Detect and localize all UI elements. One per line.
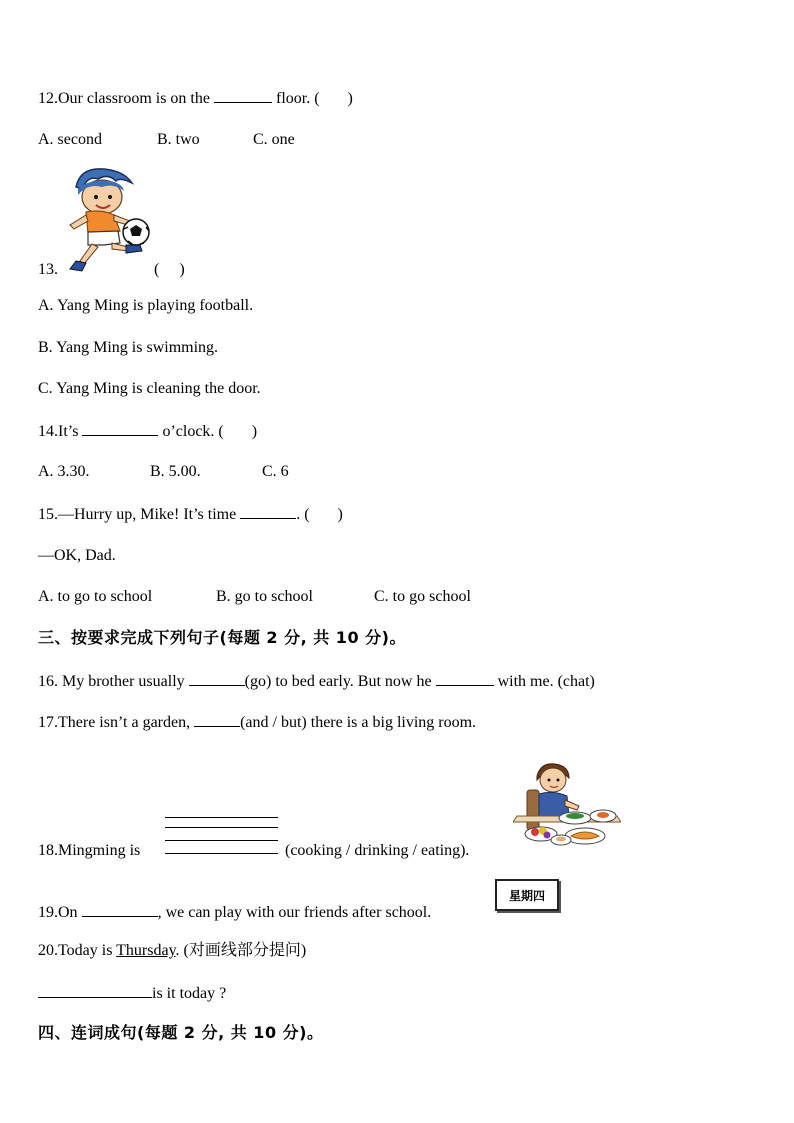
q14-option-b[interactable]: B. 5.00.	[150, 463, 201, 480]
q13-option-c[interactable]: C. Yang Ming is cleaning the door.	[38, 380, 261, 397]
q14-line	[38, 421, 257, 442]
q20-underlined-word: Thursday	[116, 942, 176, 959]
q15-text-c: )	[337, 506, 343, 523]
q18-blank-line-3[interactable]	[165, 840, 278, 841]
q12-line	[38, 88, 353, 109]
q12-option-b[interactable]: B. two	[157, 131, 200, 148]
q16-blank-2[interactable]	[436, 671, 494, 686]
q18-blank-line-4[interactable]	[165, 853, 278, 854]
boy-eating-meal-picture	[513, 760, 621, 850]
q12-option-a[interactable]: A. second	[38, 131, 102, 148]
q20-line1	[38, 941, 306, 961]
q20-line2	[38, 983, 226, 1004]
q12-blank[interactable]	[214, 88, 272, 103]
q15-option-b[interactable]: B. go to school	[216, 588, 313, 605]
q13-answer-slot[interactable]	[154, 260, 185, 280]
q19-text-b: , we can play with our friends after school.	[157, 904, 432, 921]
q15-line2: —OK, Dad.	[38, 547, 116, 564]
q14-text-b: o’clock. (	[162, 423, 224, 440]
q18-text-b: (cooking / drinking / eating).	[285, 842, 470, 859]
q20-text-b: . (对画线部分提问)	[175, 942, 307, 959]
q14-blank[interactable]	[82, 421, 158, 436]
q12-option-c[interactable]: C. one	[253, 131, 295, 148]
q15-blank[interactable]	[240, 504, 296, 519]
q18-blank-line-2[interactable]	[165, 827, 278, 828]
q15-option-a[interactable]: A. to go to school	[38, 588, 153, 605]
weekday-card: 星期四	[495, 879, 559, 911]
q18-blank-line-1[interactable]	[165, 817, 278, 818]
q16-blank-1[interactable]	[189, 671, 245, 686]
q13-paren-open: (	[154, 261, 160, 278]
q20-blank[interactable]	[38, 983, 152, 998]
q15-line1	[38, 504, 343, 525]
q18-text-a: 18.Mingming is	[38, 842, 141, 859]
q19-text-a: 19.On	[38, 904, 78, 921]
q17-text-b: (and / but) there is a big living room.	[240, 714, 477, 731]
q12-text: 12.Our classroom is on the	[38, 90, 210, 107]
q14-option-a[interactable]: A. 3.30.	[38, 463, 90, 480]
q16-text-a: 16. My brother usually	[38, 673, 185, 690]
q15-text: 15.—Hurry up, Mike! It’s time	[38, 506, 237, 523]
q19-line	[38, 902, 431, 923]
q15-option-c[interactable]: C. to go school	[374, 588, 471, 605]
q14-option-c[interactable]: C. 6	[262, 463, 289, 480]
q13-option-b[interactable]: B. Yang Ming is swimming.	[38, 339, 219, 356]
q13-option-a[interactable]: A. Yang Ming is playing football.	[38, 297, 254, 314]
q17-line	[38, 712, 476, 733]
q13-paren-close: )	[179, 261, 185, 278]
q14-text-c: )	[251, 423, 258, 440]
q16-line	[38, 671, 595, 692]
q15-text-b: . (	[296, 506, 310, 523]
q20-text-line2: is it today ?	[152, 985, 227, 1002]
q13-number: 13.	[38, 261, 58, 278]
section-3-heading: 三、按要求完成下列句子(每题 2 分, 共 10 分)。	[38, 628, 406, 647]
q20-text-a: 20.Today is	[38, 942, 113, 959]
boy-kicking-football-picture	[58, 165, 154, 275]
q17-blank[interactable]	[194, 712, 240, 727]
q13-line	[38, 260, 58, 280]
q16-text-c: with me. (chat)	[497, 673, 595, 690]
q19-blank[interactable]	[82, 902, 158, 917]
q16-text-b: (go) to bed early. But now he	[244, 673, 432, 690]
q14-text: 14.It’s	[38, 423, 79, 440]
q17-text-a: 17.There isn’t a garden,	[38, 714, 191, 731]
q12-text-b: floor. (	[275, 90, 320, 107]
section-4-heading: 四、连词成句(每题 2 分, 共 10 分)。	[38, 1023, 324, 1042]
q12-text-c: )	[347, 90, 353, 107]
